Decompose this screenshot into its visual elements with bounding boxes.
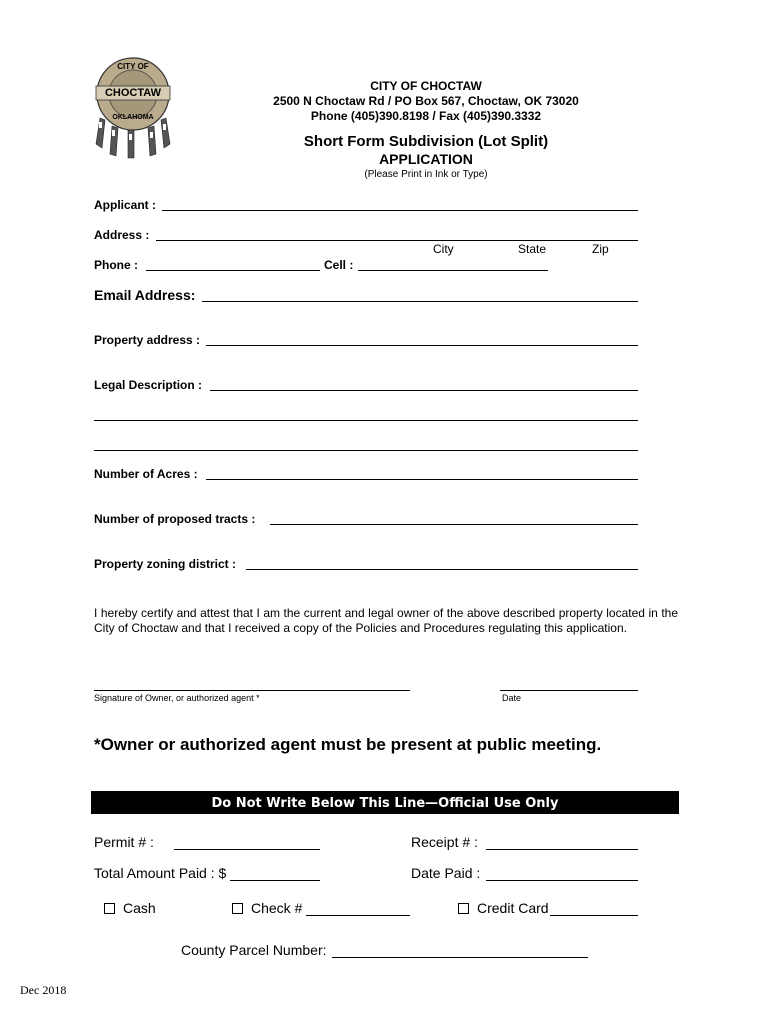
form-title: Short Form Subdivision (Lot Split)	[303, 133, 549, 150]
applicant-field[interactable]	[162, 210, 638, 211]
property-address-label: Property address :	[94, 333, 201, 347]
check-label: Check #	[251, 900, 303, 916]
county-parcel-field[interactable]	[332, 957, 588, 958]
email-field[interactable]	[202, 301, 638, 302]
acres-label: Number of Acres :	[94, 467, 198, 481]
permit-label: Permit # :	[94, 834, 154, 850]
legal-description-field-1[interactable]	[210, 390, 638, 391]
revision-date: Dec 2018	[20, 983, 67, 997]
credit-card-checkbox[interactable]	[458, 903, 469, 914]
public-meeting-notice: *Owner or authorized agent must be present at public meeting.	[94, 735, 602, 754]
signature-date-caption: Date	[502, 693, 522, 703]
address-field[interactable]	[156, 240, 638, 241]
permit-field[interactable]	[174, 849, 320, 850]
total-paid-label: Total Amount Paid : $	[94, 865, 227, 881]
receipt-label: Receipt # :	[411, 834, 478, 850]
phone-label: Phone :	[94, 258, 138, 272]
date-paid-field[interactable]	[486, 880, 638, 881]
email-label: Email Address:	[94, 287, 196, 303]
owner-signature-caption: Signature of Owner, or authorized agent *	[94, 693, 260, 703]
address-zip-caption: Zip	[592, 242, 609, 256]
acres-field[interactable]	[206, 479, 638, 480]
zoning-field[interactable]	[246, 569, 638, 570]
certification-text: I hereby certify and attest that I am the current and legal owner of the above described property located in the City of Choctaw and that I received a copy of the Policies and Procedures regulating this application.	[94, 606, 678, 635]
city-name: CITY OF CHOCTAW	[370, 79, 482, 93]
credit-card-field[interactable]	[550, 915, 638, 916]
tracts-field[interactable]	[270, 524, 638, 525]
owner-signature-field[interactable]	[94, 690, 410, 691]
applicant-label: Applicant :	[94, 198, 156, 212]
cash-checkbox[interactable]	[104, 903, 115, 914]
cell-field[interactable]	[358, 270, 548, 271]
address-city-caption: City	[433, 242, 454, 256]
official-use-banner-text: Do Not Write Below This Line—Official Use Only	[211, 796, 559, 811]
address-label: Address :	[94, 228, 150, 242]
legal-description-field-2[interactable]	[94, 420, 638, 421]
seal-middle-text: CHOCTAW	[104, 87, 161, 99]
seal-bottom-text: OKLAHOMA	[112, 114, 154, 121]
city-address: 2500 N Choctaw Rd / PO Box 567, Choctaw, OK 73020	[273, 94, 579, 108]
property-address-field[interactable]	[206, 345, 638, 346]
tracts-label: Number of proposed tracts :	[94, 512, 256, 526]
official-use-banner	[91, 791, 679, 814]
cell-label: Cell :	[324, 258, 354, 272]
check-checkbox[interactable]	[232, 903, 243, 914]
zoning-label: Property zoning district :	[94, 557, 237, 571]
form-subtitle: APPLICATION	[379, 151, 473, 167]
city-seal-logo	[92, 56, 174, 160]
seal-top-text: CITY OF	[117, 62, 149, 71]
credit-card-label: Credit Card	[477, 900, 549, 916]
phone-field[interactable]	[146, 270, 320, 271]
cash-label: Cash	[123, 900, 156, 916]
signature-date-field[interactable]	[500, 690, 638, 691]
check-number-field[interactable]	[306, 915, 410, 916]
form-instruction: (Please Print in Ink or Type)	[364, 169, 488, 180]
legal-description-field-3[interactable]	[94, 450, 638, 451]
seal-graphic	[92, 56, 174, 160]
date-paid-label: Date Paid :	[411, 865, 481, 881]
county-parcel-label: County Parcel Number:	[181, 942, 327, 958]
legal-description-label: Legal Description :	[94, 378, 203, 392]
city-phone-fax: Phone (405)390.8198 / Fax (405)390.3332	[310, 109, 542, 123]
total-paid-field[interactable]	[230, 880, 320, 881]
address-state-caption: State	[518, 242, 547, 256]
receipt-field[interactable]	[486, 849, 638, 850]
